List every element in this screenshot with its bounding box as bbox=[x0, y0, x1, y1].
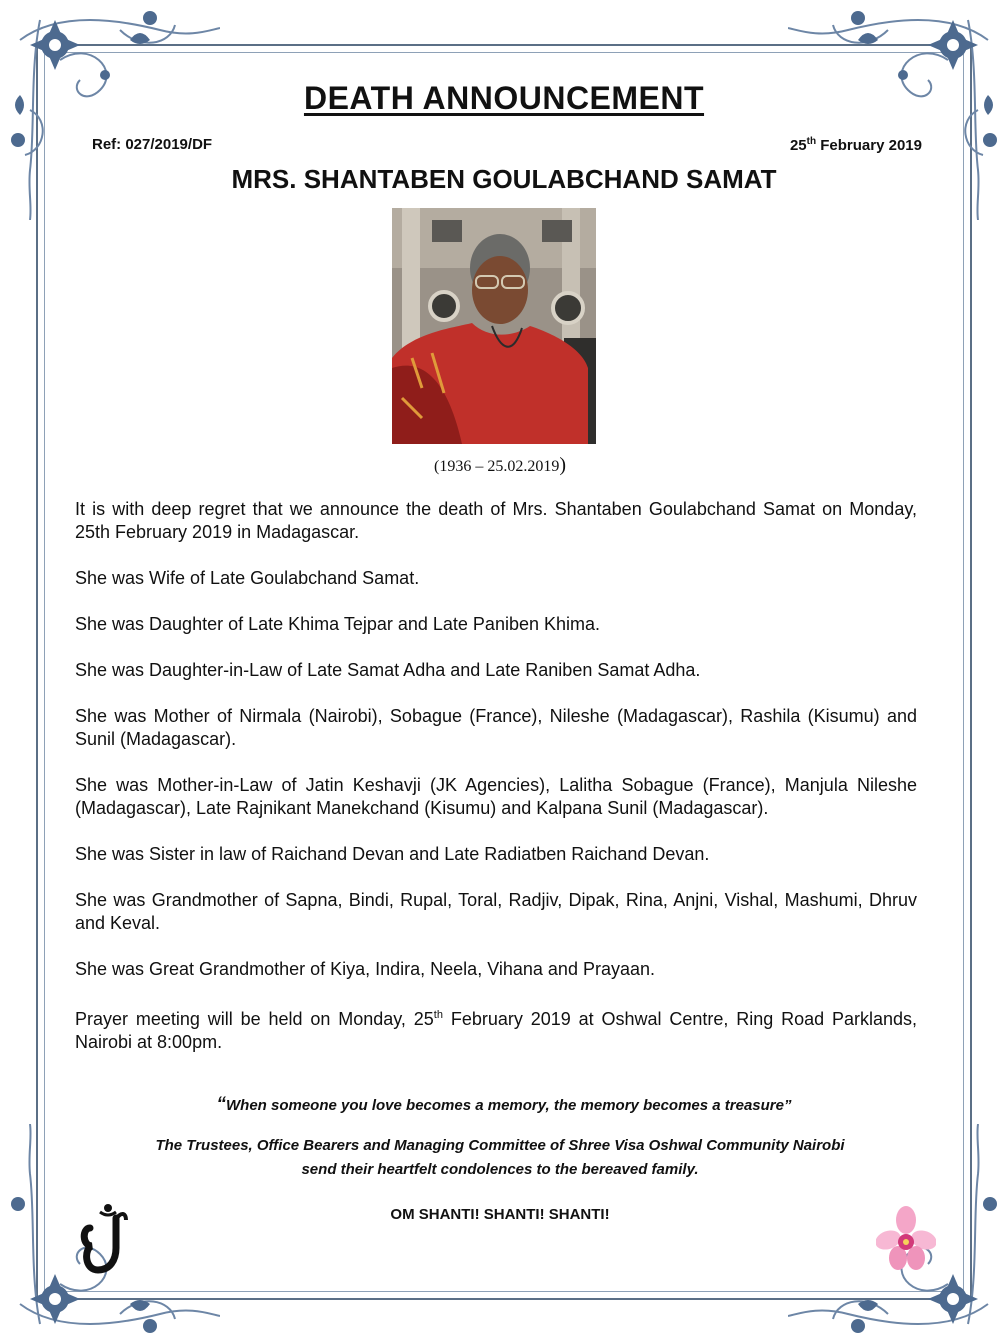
paragraph-great-grandmother: She was Great Grandmother of Kiya, Indira, Neela, Vihana and Prayaan. bbox=[75, 959, 655, 979]
lifespan-dates: (1936 – 25.02.2019) bbox=[434, 454, 566, 476]
condolence-line-1: The Trustees, Office Bearers and Managing Committee of Shree Visa Oshwal Community Nairobi bbox=[155, 1137, 845, 1154]
announcement-date: 25th February 2019 bbox=[789, 136, 922, 154]
portrait-photo bbox=[392, 208, 596, 444]
deceased-name: MRS. SHANTABEN GOULABCHAND SAMAT bbox=[231, 164, 777, 194]
paragraph-wife: She was Wife of Late Goulabchand Samat. bbox=[75, 568, 420, 588]
memorial-quote: “When someone you love becomes a memory, the memory becomes a treasure” bbox=[216, 1094, 792, 1115]
paragraph-grandmother: She was Grandmother of Sapna, Bindi, Rupal, Toral, Radjiv, Dipak, Rina, Anjni, Vishal, Mashumi, Dhruv and Keval. bbox=[75, 890, 917, 933]
paragraph-mother-in-law: She was Mother-in-Law of Jatin Keshavji (JK Agencies), Lalitha Sobague (France), Manjula Nileshe (Madagascar), Late Rajnikant Manekchand (Kisumu) and Kalpana Sunil (Madagascar). bbox=[75, 775, 917, 818]
announcement-body bbox=[75, 498, 917, 1077]
paragraph-mother: She was Mother of Nirmala (Nairobi), Sobague (France), Nileshe (Madagascar), Rashila (Kisumu) and Sunil (Madagascar). bbox=[75, 706, 917, 749]
paragraph-daughter: She was Daughter of Late Khima Tejpar and Late Paniben Khima. bbox=[75, 614, 601, 634]
jain-om-symbol-icon bbox=[80, 1198, 130, 1278]
om-shanti-line: OM SHANTI! SHANTI! SHANTI! bbox=[390, 1206, 610, 1223]
page-title: DEATH ANNOUNCEMENT bbox=[303, 80, 705, 116]
paragraph-sister-in-law: She was Sister in law of Raichand Devan and Late Radiatben Raichand Devan. bbox=[75, 844, 710, 864]
reference-number: Ref: 027/2019/DF bbox=[92, 136, 213, 153]
condolence-line-2: send their heartfelt condolences to the bereaved family. bbox=[301, 1161, 699, 1178]
paragraph-daughter-in-law: She was Daughter-in-Law of Late Samat Adha and Late Raniben Samat Adha. bbox=[75, 660, 701, 680]
paragraph-prayer-meeting: Prayer meeting will be held on Monday, 25th February 2019 at Oshwal Centre, Ring Road Parklands, Nairobi at 8:00pm. bbox=[75, 1009, 917, 1052]
pink-orchid-icon bbox=[876, 1206, 936, 1276]
paragraph-announcement: It is with deep regret that we announce the death of Mrs. Shantaben Goulabchand Samat on Monday, 25th February 2019 in Madagascar. bbox=[75, 499, 917, 542]
condolence-message bbox=[0, 1134, 1000, 1182]
